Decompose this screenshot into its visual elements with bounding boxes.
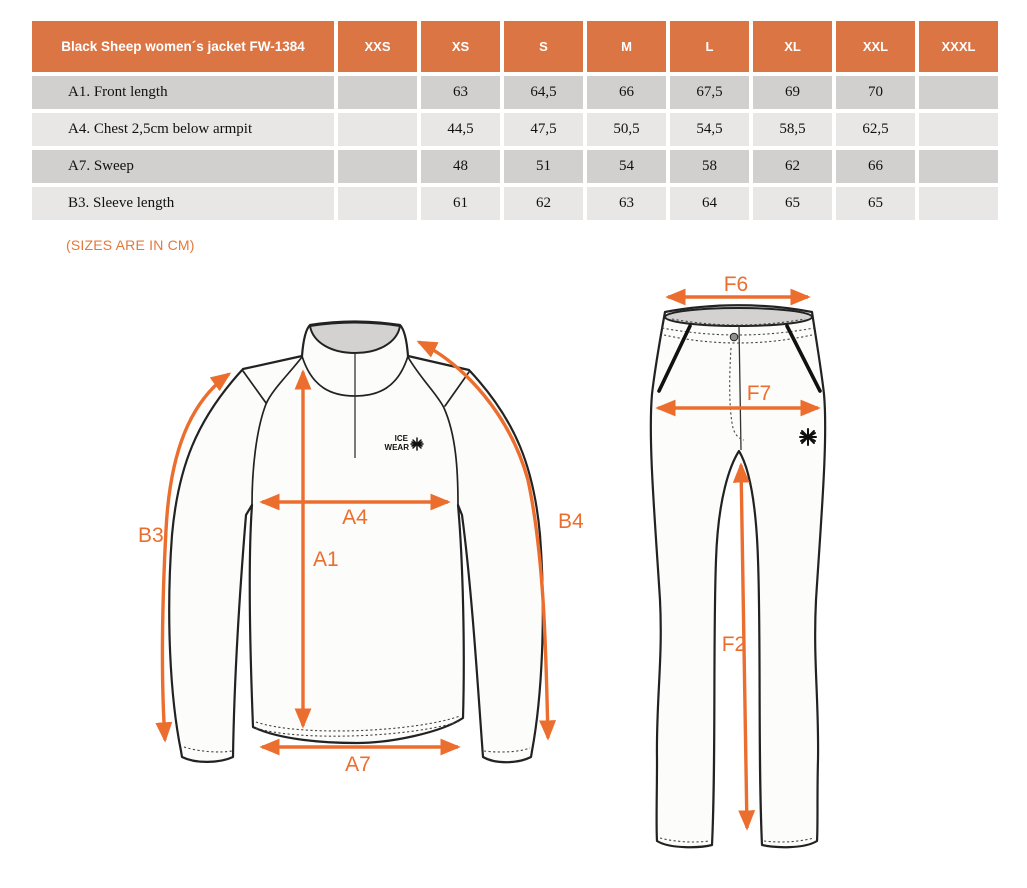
label-f7: F7 — [746, 382, 772, 405]
size-header-l: L — [670, 21, 749, 72]
label-a4: A4 — [342, 506, 368, 529]
jacket-drawing — [138, 322, 584, 777]
cell: 66 — [836, 150, 915, 183]
size-header-xs: XS — [421, 21, 500, 72]
size-header-m: M — [587, 21, 666, 72]
cell: 54,5 — [670, 113, 749, 146]
size-header-xxl: XXL — [836, 21, 915, 72]
logo-text-ice: ICE — [394, 434, 408, 443]
label-f2: F2 — [721, 633, 747, 656]
row-label: A7. Sweep — [32, 150, 334, 183]
pants-button — [730, 333, 738, 341]
label-a1: A1 — [313, 548, 339, 571]
label-b4: B4 — [558, 510, 584, 533]
label-f6: F6 — [723, 273, 749, 296]
row-label: B3. Sleeve length — [32, 187, 334, 220]
pants-outline — [651, 305, 825, 847]
cell: 70 — [836, 76, 915, 109]
snowflake-icon — [411, 438, 423, 450]
cell: 67,5 — [670, 76, 749, 109]
size-header-xl: XL — [753, 21, 832, 72]
cell: 54 — [587, 150, 666, 183]
label-a7: A7 — [345, 753, 371, 776]
cell: 62 — [504, 187, 583, 220]
cell: 63 — [421, 76, 500, 109]
cell: 65 — [753, 187, 832, 220]
jacket-outline — [169, 322, 543, 763]
cell: 64,5 — [504, 76, 583, 109]
snowflake-icon — [800, 429, 816, 445]
cell: 44,5 — [421, 113, 500, 146]
cell: 62,5 — [836, 113, 915, 146]
cell: 65 — [836, 187, 915, 220]
cell: 47,5 — [504, 113, 583, 146]
cell: 69 — [753, 76, 832, 109]
cell: 62 — [753, 150, 832, 183]
logo-text-wear: WEAR — [384, 443, 409, 452]
table-title: Black Sheep women´s jacket FW-1384 — [32, 21, 334, 72]
size-header-xxxl: XXXL — [919, 21, 998, 72]
label-b3: B3 — [138, 524, 164, 547]
cell: 63 — [587, 187, 666, 220]
cell: 64 — [670, 187, 749, 220]
row-label: A4. Chest 2,5cm below armpit — [32, 113, 334, 146]
cell: 50,5 — [587, 113, 666, 146]
cell: 66 — [587, 76, 666, 109]
cell: 61 — [421, 187, 500, 220]
size-header-s: S — [504, 21, 583, 72]
row-label: A1. Front length — [32, 76, 334, 109]
size-header-xxs: XXS — [338, 21, 417, 72]
cell: 48 — [421, 150, 500, 183]
sizes-in-cm-note: (SIZES ARE IN CM) — [66, 237, 195, 253]
pants-waist-opening — [665, 308, 812, 326]
cell: 58,5 — [753, 113, 832, 146]
cell: 58 — [670, 150, 749, 183]
pants-drawing — [651, 273, 825, 847]
cell: 51 — [504, 150, 583, 183]
